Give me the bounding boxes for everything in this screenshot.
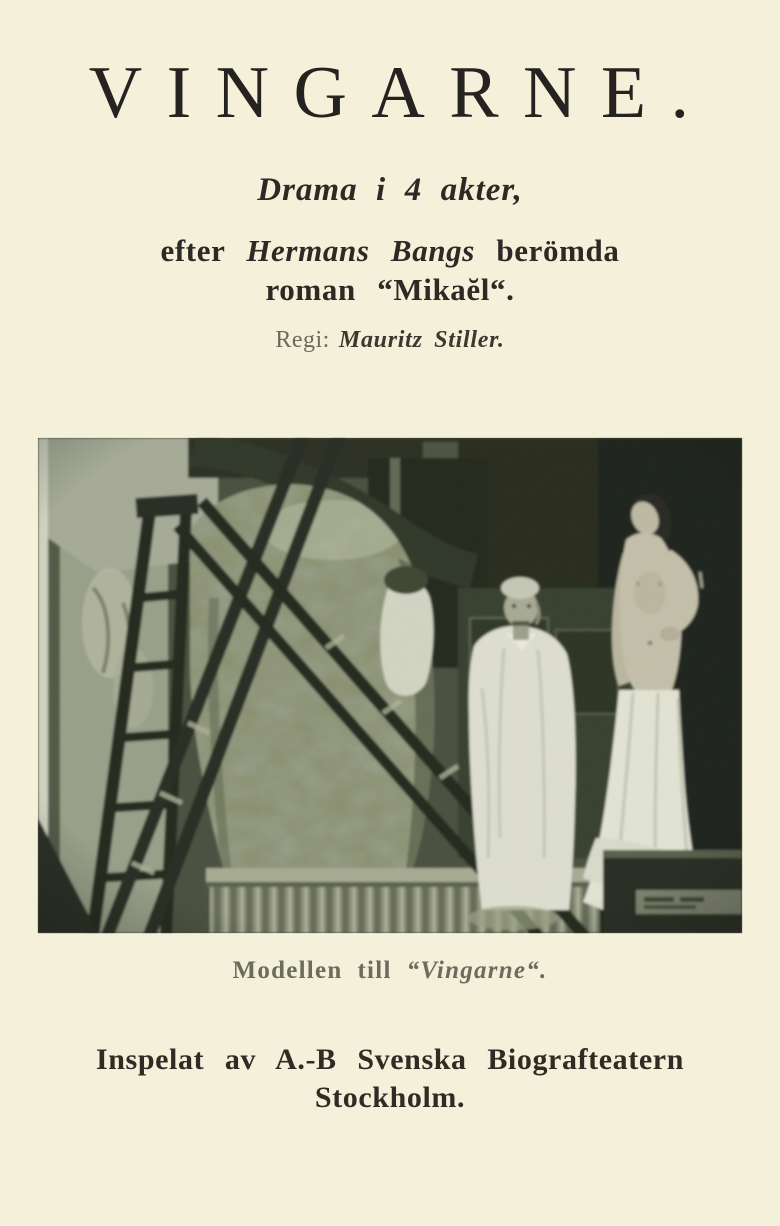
novel-credit-line: [0, 235, 780, 266]
production-line1: Inspelat av A.-B Svenska Biografteatern: [96, 1043, 684, 1076]
film-title: VINGARNE.: [88, 52, 714, 134]
novel-title: “Mikaĕl“.: [377, 272, 515, 307]
photo-caption: [0, 958, 780, 983]
novel-title-line: [0, 274, 780, 305]
subtitle: Drama i 4 akter,: [257, 172, 523, 208]
director-label: Regi:: [275, 327, 330, 353]
caption-prefix: Modellen till: [232, 957, 407, 984]
production-line2: Stockholm.: [314, 1080, 466, 1114]
director-credit: [0, 328, 780, 352]
studio-photo-art: [38, 438, 742, 933]
novel-title-prefix: roman: [265, 272, 378, 307]
director-name: Mauritz Stiller.: [338, 327, 505, 353]
caption-film-ref: “Vingarne“.: [406, 957, 548, 984]
novel-credit-suffix: berömda: [474, 233, 620, 268]
novel-credit-prefix: efter: [160, 233, 247, 268]
studio-photo: [38, 438, 742, 933]
novel-author: Hermans Bangs: [246, 233, 475, 268]
production-credit: [0, 1041, 780, 1116]
